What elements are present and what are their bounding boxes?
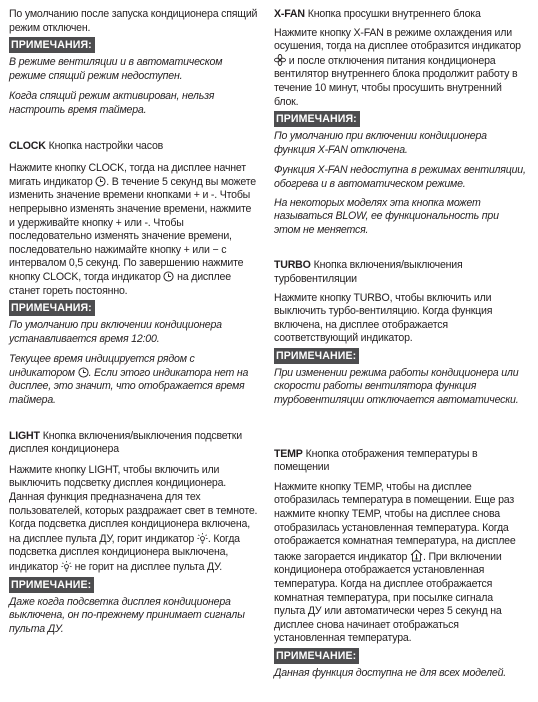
temp-text-a: Нажмите кнопку TEMP, чтобы на дисплее отобразилась температура в помещении. Еще раз нажмите кнопку TEMP, чтобы на дисплее снова отобразилась установленная температура. Когда отображается комнатная температура, на дисплее также загорается индикатор <box>274 480 516 563</box>
clock-icon <box>163 271 174 282</box>
clock-text-a: Нажмите кнопку CLOCK, тогда на дисплее начнет мигать индикатор <box>9 162 246 188</box>
xfan-heading <box>274 8 526 22</box>
clock-note-2 <box>9 353 259 407</box>
temp-title: Кнопка отображения температуры в помещении <box>274 447 478 474</box>
light-text-a: Нажмите кнопку LIGHT, чтобы включить или выключить подсветку дисплея кондиционера. Данная функция предназначена для тех пользователей, которых раздражает свет в темноте. Когда подсветка дисплея кондиционера включена, на дисплее пульта ДУ, горит индикатор <box>9 463 258 545</box>
turbo-text: Нажмите кнопку TURBO, чтобы включить или выключить турбо-вентиляцию. Когда функция включена, на дисплее отображается соответствующий индикатор. <box>274 291 493 345</box>
clock-icon <box>78 367 89 378</box>
turbo-notes-heading: ПРИМЕЧАНИЕ: <box>274 348 359 364</box>
turbo-heading <box>274 259 526 286</box>
clock-note-1: По умолчанию при включении кондиционера устанавливается время 12:00. <box>9 319 222 345</box>
xfan-key-label: X-FAN <box>274 8 305 20</box>
temp-key-label: TEMP <box>274 447 303 460</box>
xfan-notes-heading: ПРИМЕЧАНИЯ: <box>274 111 360 127</box>
turbo-note-1: При изменении режима работы кондиционера или скорости работы вентилятора функция турбовентиляции отключается автоматически. <box>274 366 519 407</box>
left-column <box>9 8 259 636</box>
light-key-label: LIGHT <box>9 429 40 442</box>
sleep-note-2: Когда спящий режим активирован, нельзя настроить время таймера. <box>9 90 215 116</box>
temp-note-1: Данная функция доступна не для всех моделей. <box>274 666 507 679</box>
clock-notes-heading: ПРИМЕЧАНИЯ: <box>9 300 95 316</box>
light-text-b: . Когда подсветка дисплея кондиционера выключена, индикатор <box>9 532 240 573</box>
clock-text-c: на дисплее станет гореть постоянно. <box>9 270 231 297</box>
clock-icon <box>95 176 106 187</box>
temp-text-b: . При включении кондиционера отображается установленная температура. Когда на дисплее отображается комнатная температура, при посылке сигнала пульта ДУ или автоматически через 5 секунд на дисплее снова начинает отображаться установленная температура. <box>274 550 502 645</box>
fan-icon <box>274 54 286 66</box>
light-text-c: не горит на дисплее пульта ДУ. <box>74 561 222 573</box>
temp-text <box>274 481 526 646</box>
sleep-intro: По умолчанию после запуска кондиционера спящий режим отключен. <box>9 8 258 34</box>
clock-text <box>9 162 259 298</box>
bulb-icon <box>61 560 72 572</box>
xfan-text <box>274 27 526 110</box>
clock-note-2b: . Если этого индикатора нет на дисплее, это значит, что отображается время таймера. <box>9 366 249 407</box>
light-note-1: Даже когда подсветка дисплея кондиционера выключена, он по-прежнему принимает сигналы пульта ДУ. <box>9 595 245 635</box>
bulb-icon <box>197 532 208 544</box>
turbo-title: Кнопка включения/выключения турбовентиляции <box>274 259 463 285</box>
clock-text-b: . В течение 5 секунд вы можете изменить значение времени кнопками + и -. Чтобы непрерывно изменять значение времени, нажмите и удерживайте кнопку + или -. Чтобы последовательно изменять значение времени, последовательно нажимайте кнопку + или − с интервалом 0,5 секунд. По завершению нажмите кнопку CLOCK, тогда индикатор <box>9 175 256 283</box>
xfan-note-1: По умолчанию при включении кондиционера функция X-FAN отключена. <box>274 130 487 156</box>
clock-key-label: CLOCK <box>9 139 46 152</box>
xfan-text-b: и после отключения питания кондиционера вентилятор внутреннего блока продолжит работу в течение 10 минут, чтобы просушить внутренний блок. <box>274 54 518 108</box>
temp-notes-heading: ПРИМЕЧАНИЕ: <box>274 648 359 664</box>
sleep-notes-heading: ПРИМЕЧАНИЯ: <box>9 37 95 53</box>
xfan-note-2: Функция X-FAN недоступна в режимах вентиляции, обогрева и в автоматическом режиме. <box>274 164 526 190</box>
xfan-note-3: На некоторых моделях эта кнопка может называться BLOW, ее функциональность при этом не меняется. <box>274 196 499 236</box>
light-notes-heading: ПРИМЕЧАНИЕ: <box>9 577 94 593</box>
clock-heading <box>9 140 259 154</box>
light-heading <box>9 430 259 457</box>
clock-note-2a: Текущее время индицируется рядом с индикатором <box>9 353 195 379</box>
light-text <box>9 464 259 575</box>
right-column <box>274 8 526 681</box>
clock-title: Кнопка настройки часов <box>48 139 164 152</box>
xfan-text-a: Нажмите кнопку X-FAN в режиме охлаждения или осушения, тогда на дисплее отобразится индикатор <box>274 26 521 53</box>
sleep-note-1: В режиме вентиляции и в автоматическом режиме спящий режим недоступен. <box>9 56 223 82</box>
light-title: Кнопка включения/выключения подсветки дисплея кондиционера <box>9 429 242 456</box>
turbo-key-label: TURBO <box>274 259 311 272</box>
house-thermometer-icon <box>410 549 423 562</box>
xfan-title: Кнопка просушки внутреннего блока <box>307 8 481 20</box>
temp-heading <box>274 448 526 475</box>
